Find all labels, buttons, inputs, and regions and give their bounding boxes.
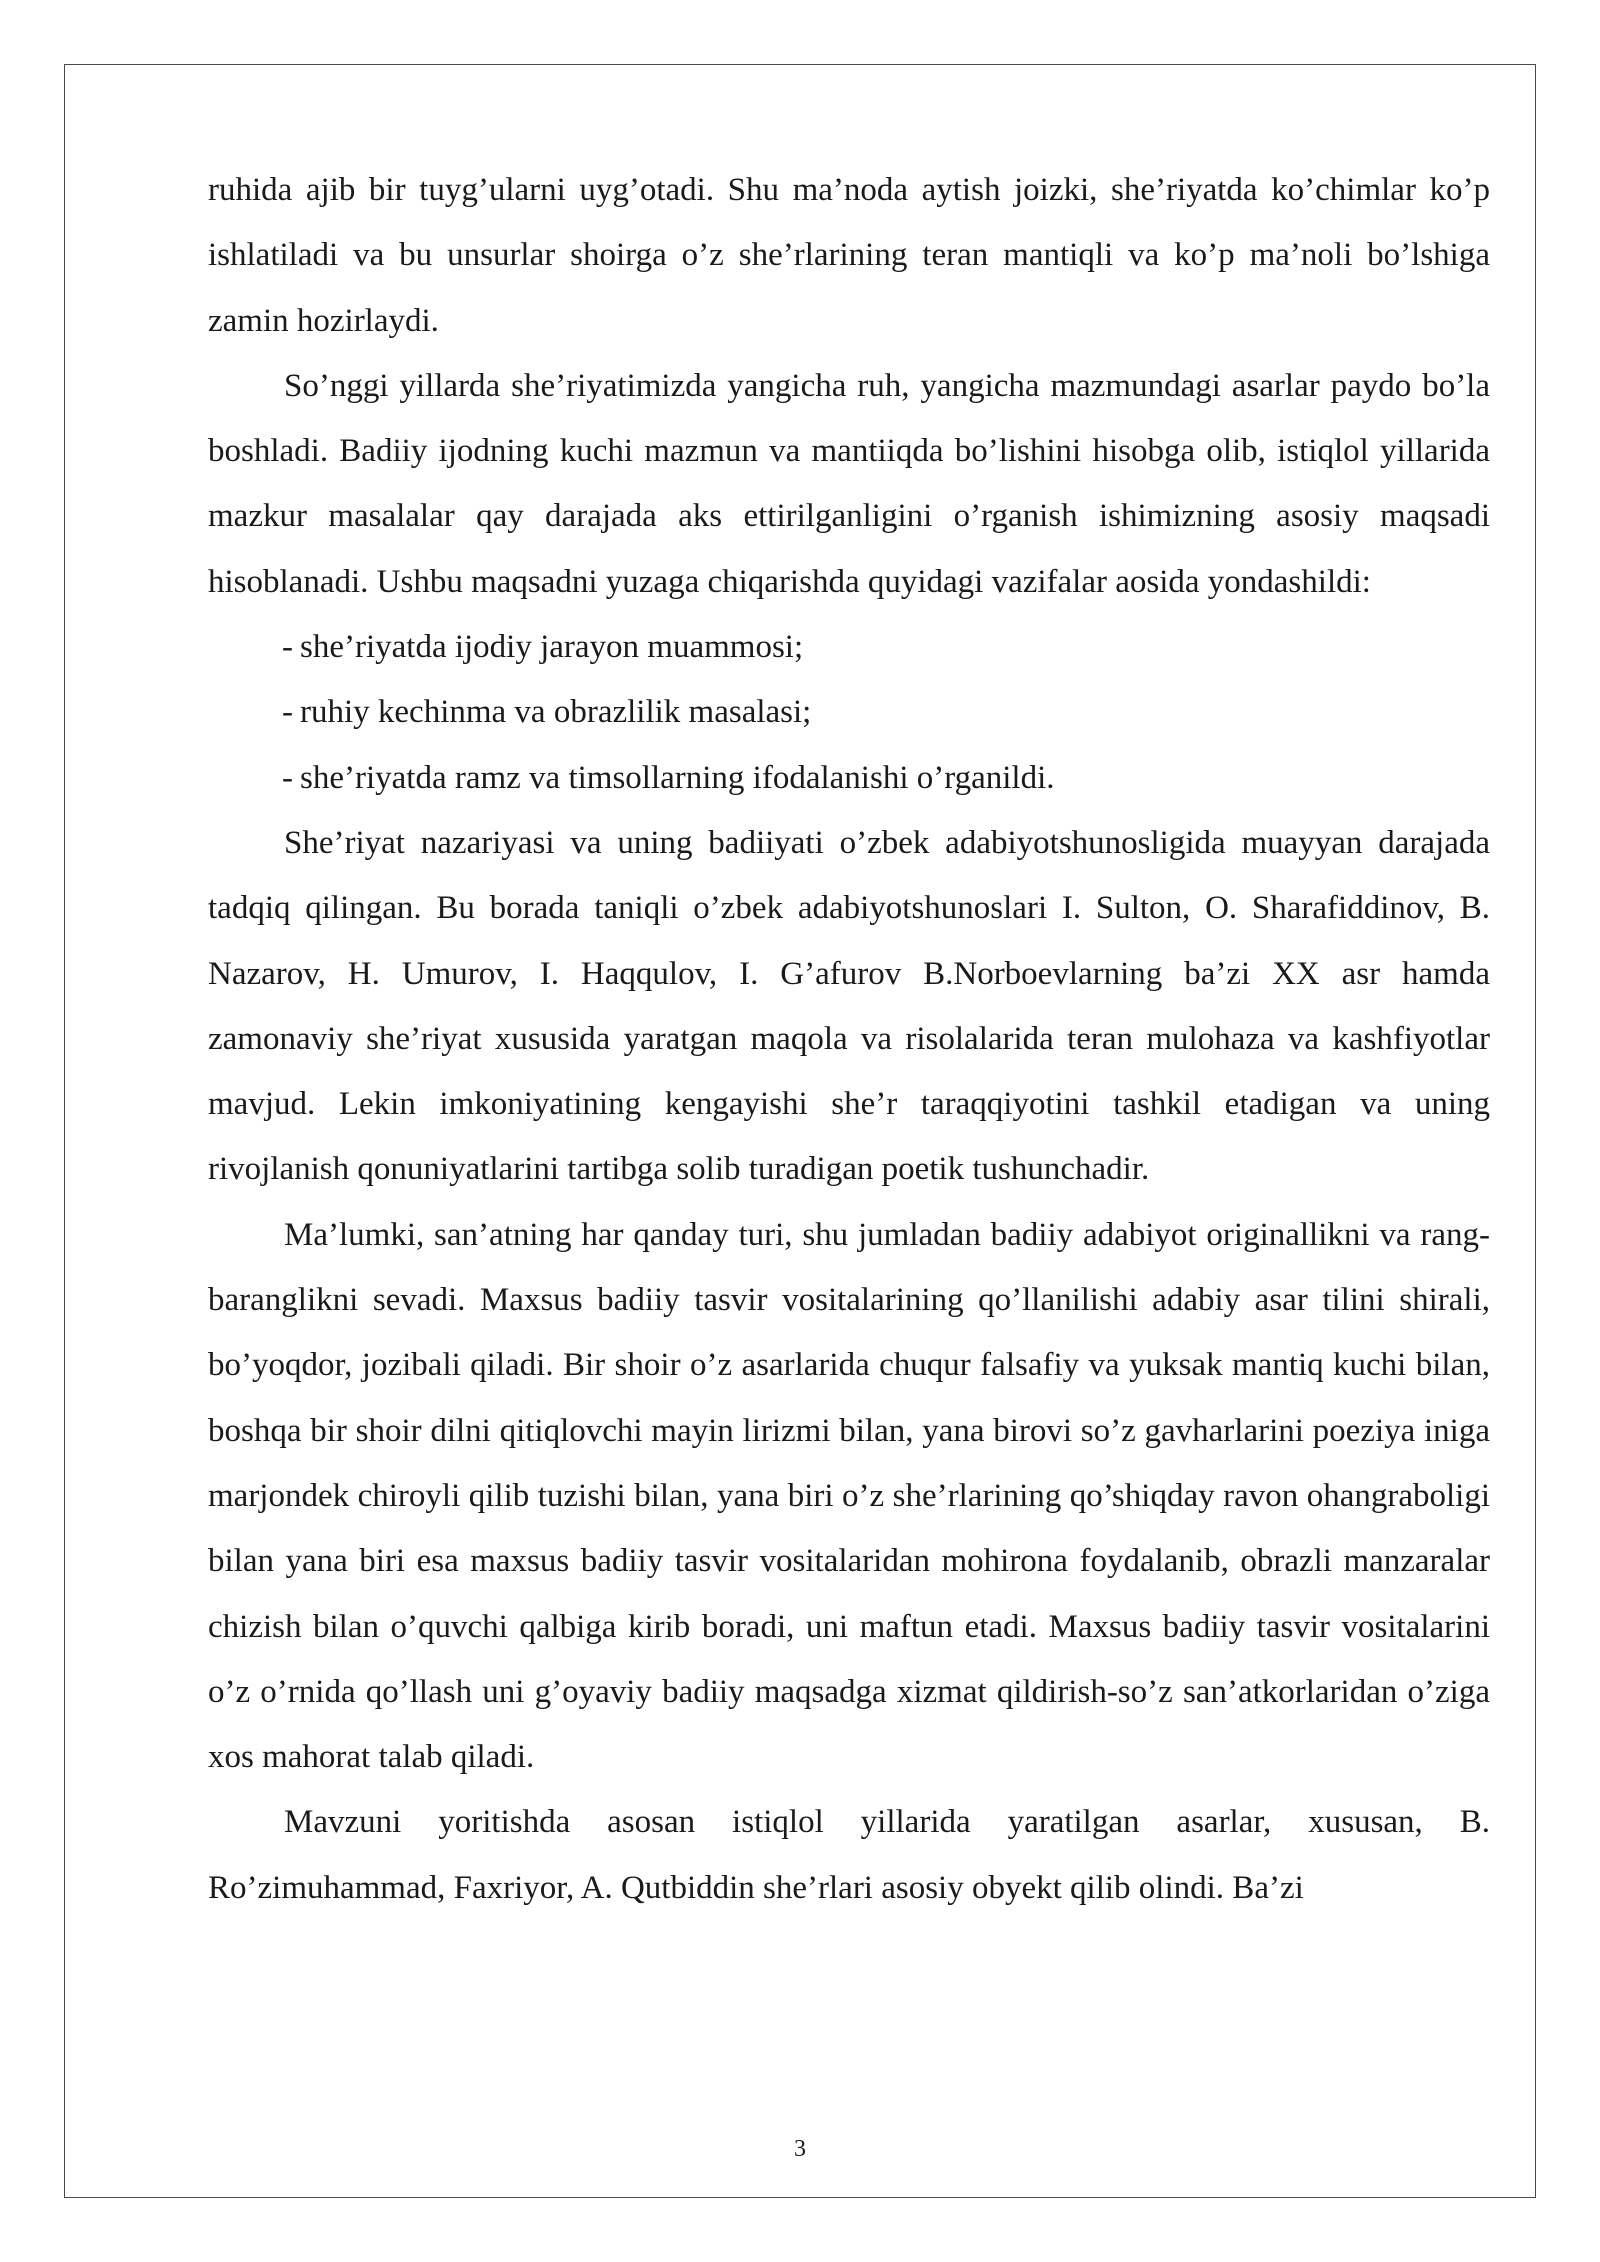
paragraph-goals: So’nggi yillarda she’riyatimizda yangicha ruh, yangicha mazmundagi asarlar paydo bo’la boshladi. Badiiy ijodning kuchi mazmun va mantiiqda bo’lishini hisobga olib, istiqlol yillarida mazkur masalalar qay darajada aks ettirilganligini o’rganish ishimizning asosiy maqsadi hisoblanadi. Ushbu maqsadni yuzaga chiqarishda quyidagi vazifalar aosida yondashildi: (208, 367, 1490, 600)
task-list (208, 615, 1490, 811)
list-item-text: she’riyatda ijodiy jarayon muammosi; (300, 629, 804, 666)
paragraph-continuation: ruhida ajib bir tuyg’ularni uyg’otadi. Shu ma’noda aytish joizki, she’riyatda ko’chimlar ko’p ishlatiladi va bu unsurlar shoirga o’z she’rlarining teran mantiqli va ko’p ma’noli bo’lshiga zamin hozirlaydi. (208, 172, 1490, 339)
page-number: 3 (794, 2136, 806, 2162)
document-body (208, 158, 1490, 1921)
list-item (208, 746, 1490, 811)
list-marker: - (282, 629, 293, 666)
paragraph-art: Ma’lumki, san’atning har qanday turi, shu jumladan badiiy adabiyot originallikni va rang-baranglikni sevadi. Maxsus badiiy tasvir vositalarining qo’llanilishi adabiy asar tilini shirali, bo’yoqdor, jozibali qiladi. Bir shoir o’z asarlarida chuqur falsafiy va yuksak mantiq kuchi bilan, boshqa bir shoir dilni qitiqlovchi mayin lirizmi bilan, yana birovi so’z gavharlarini poeziya iniga marjondek chiroyli qilib tuzishi bilan, yana biri o’z she’rlarining qo’shiqday ravon ohangraboligi bilan yana biri esa maxsus badiiy tasvir vositalaridan mohirona foydalanib, obrazli manzaralar chizish bilan o’quvchi qalbiga kirib boradi, uni maftun etadi. Maxsus badiiy tasvir vositalarini o’z o’rnida qo’llash uni g’oyaviy badiiy maqsadga xizmat qildirish-so’z san’atkorlaridan o’ziga xos mahorat talab qiladi. (208, 1216, 1490, 1776)
list-item (208, 615, 1490, 680)
list-marker: - (282, 694, 293, 731)
list-item-text: she’riyatda ramz va timsollarning ifodalanishi o’rganildi. (300, 759, 1055, 796)
paragraph-topic: Mavzuni yoritishda asosan istiqlol yillarida yaratilgan asarlar, xususan, B. Ro’zimuhammad, Faxriyor, A. Qutbiddin she’rlari asosiy obyekt qilib olindi. Ba’zi (208, 1804, 1490, 1906)
list-marker: - (282, 759, 293, 796)
paragraph-theory: She’riyat nazariyasi va uning badiiyati o’zbek adabiyotshunosligida muayyan darajada tadqiq qilingan. Bu borada taniqli o’zbek adabiyotshunoslari I. Sulton, O. Sharafiddinov, B. Nazarov, H. Umurov, I. Haqqulov, I. G’afurov B.Norboevlarning ba’zi XX asr hamda zamonaviy she’riyat xususida yaratgan maqola va risolalarida teran mulohaza va kashfiyotlar mavjud. Lekin imkoniyatining kengayishi she’r taraqqiyotini tashkil etadigan va uning rivojlanish qonuniyatlarini tartibga solib turadigan poetik tushunchadir. (208, 824, 1490, 1188)
list-item (208, 680, 1490, 745)
list-item-text: ruhiy kechinma va obrazlilik masalasi; (300, 694, 812, 731)
